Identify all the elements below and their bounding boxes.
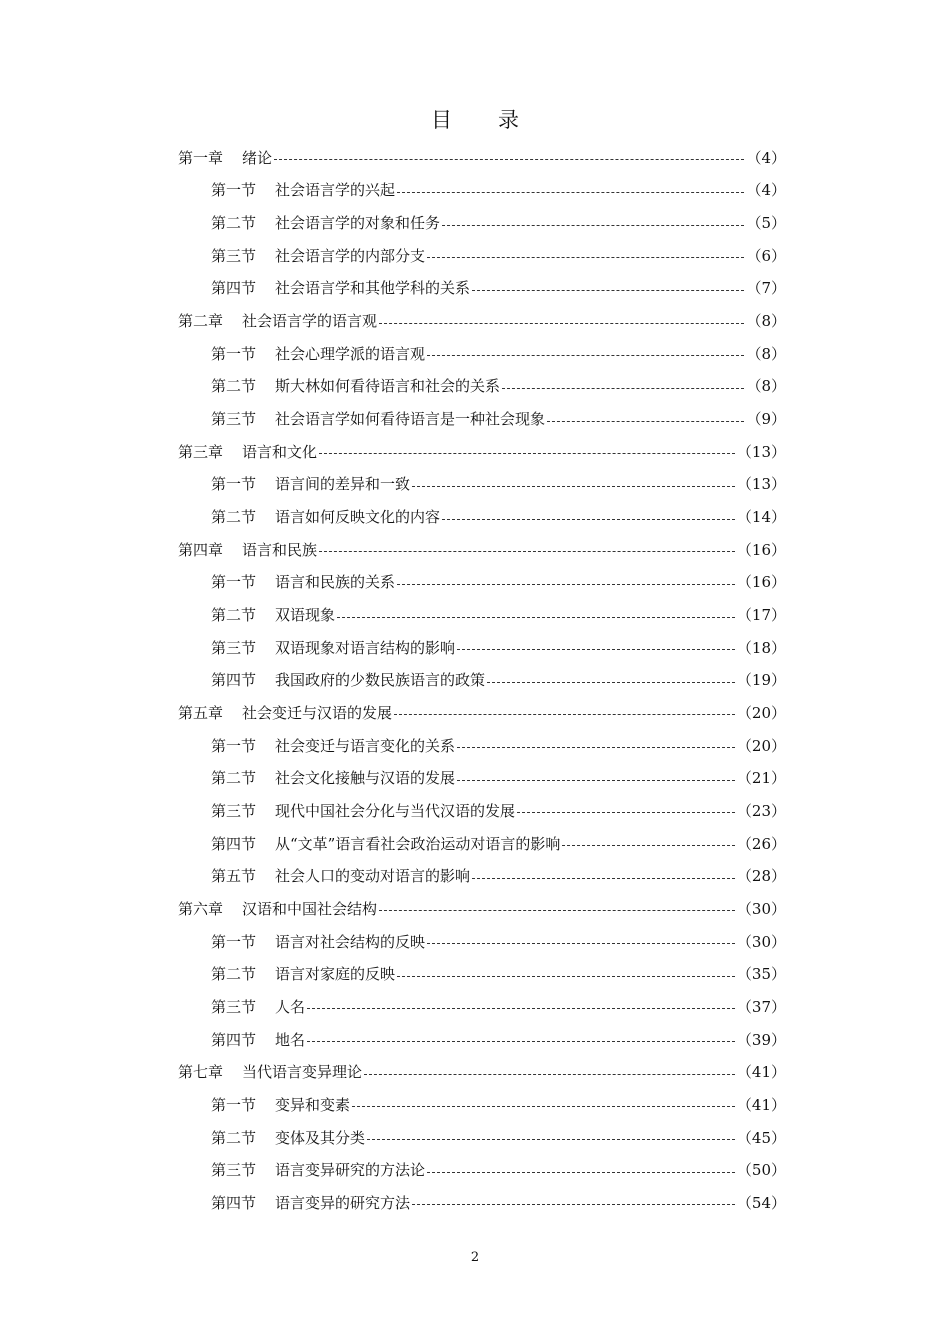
toc-entry-label — [211, 1159, 425, 1180]
dotted-leader — [379, 909, 735, 911]
page-reference: （4） — [746, 181, 786, 200]
dotted-leader — [457, 648, 735, 650]
section-title: 我国政府的少数民族语言的政策 — [275, 671, 486, 690]
chapter-number: 第五章 — [178, 703, 224, 722]
section-title: 社会文化接触与汉语的发展 — [275, 769, 456, 788]
page-reference: （54） — [736, 1193, 786, 1212]
dotted-leader — [337, 616, 735, 618]
dotted-leader — [427, 1171, 735, 1173]
section-number: 第一节 — [211, 1095, 257, 1114]
section-title: 从“文革”语言看社会政治运动对语言的影响 — [275, 834, 561, 853]
section-title: 社会变迁与语言变化的关系 — [275, 736, 456, 755]
section-title: 社会语言学如何看待语言是一种社会现象 — [275, 410, 546, 429]
section-number: 第一节 — [211, 932, 257, 951]
dotted-leader — [427, 942, 735, 944]
section-number: 第三节 — [211, 801, 257, 820]
dotted-leader — [427, 354, 744, 356]
toc-chapter-entry — [178, 304, 786, 337]
section-title: 现代中国社会分化与当代汉语的发展 — [275, 801, 516, 820]
page-reference: （8） — [746, 344, 786, 363]
section-number: 第二节 — [211, 1128, 257, 1147]
section-number: 第一节 — [211, 344, 257, 363]
toc-entry-label — [178, 310, 377, 331]
dotted-leader — [307, 1007, 735, 1009]
toc-section-entry — [178, 1121, 786, 1154]
section-number: 第一节 — [211, 736, 257, 755]
section-number: 第三节 — [211, 1161, 257, 1180]
toc-entry-label — [178, 1061, 362, 1082]
dotted-leader — [274, 158, 744, 160]
dotted-leader — [412, 485, 735, 487]
dotted-leader — [502, 387, 744, 389]
section-title: 语言对社会结构的反映 — [275, 932, 426, 951]
page-reference: （19） — [736, 671, 786, 690]
toc-entry-label — [211, 1192, 410, 1213]
dotted-leader — [397, 583, 735, 585]
page-reference: （37） — [736, 997, 786, 1016]
toc-entry-label — [178, 702, 392, 723]
toc-entry-label — [178, 539, 317, 560]
toc-section-entry — [178, 402, 786, 435]
dotted-leader — [472, 877, 735, 879]
toc-entry-label — [211, 931, 425, 952]
page-reference: （41） — [736, 1095, 786, 1114]
chapter-number: 第一章 — [178, 148, 224, 167]
chapter-title: 语言和民族 — [242, 540, 318, 559]
page-reference: （26） — [736, 834, 786, 853]
section-title: 社会语言学的对象和任务 — [275, 214, 441, 233]
toc-entry-label — [211, 245, 425, 266]
toc-chapter-entry — [178, 696, 786, 729]
dotted-leader — [547, 420, 744, 422]
section-number: 第四节 — [211, 1030, 257, 1049]
page-reference: （17） — [736, 606, 786, 625]
page-reference: （5） — [746, 214, 786, 233]
chapter-title: 当代语言变异理论 — [242, 1063, 363, 1082]
page-reference: （50） — [736, 1161, 786, 1180]
toc-section-entry — [178, 1186, 786, 1219]
dotted-leader — [352, 1105, 735, 1107]
toc-entry-label — [211, 637, 455, 658]
dotted-leader — [442, 518, 735, 520]
section-number: 第一节 — [211, 475, 257, 494]
page-reference: （30） — [736, 899, 786, 918]
toc-entry-label — [211, 735, 455, 756]
dotted-leader — [319, 452, 735, 454]
page-reference: （16） — [736, 540, 786, 559]
page-reference: （7） — [746, 279, 786, 298]
toc-chapter-entry — [178, 435, 786, 468]
toc-section-entry — [178, 664, 786, 697]
dotted-leader — [487, 681, 735, 683]
section-number: 第二节 — [211, 214, 257, 233]
section-title: 语言和民族的关系 — [275, 573, 396, 592]
section-number: 第一节 — [211, 181, 257, 200]
section-number: 第四节 — [211, 671, 257, 690]
page-number: 2 — [470, 1250, 480, 1265]
page-reference: （23） — [736, 801, 786, 820]
toc-chapter-entry — [178, 141, 786, 174]
chapter-number: 第六章 — [178, 899, 224, 918]
page-reference: （45） — [736, 1128, 786, 1147]
section-number: 第二节 — [211, 965, 257, 984]
section-title: 双语现象对语言结构的影响 — [275, 638, 456, 657]
toc-chapter-entry — [178, 892, 786, 925]
toc-entry-label — [211, 669, 485, 690]
section-number: 第三节 — [211, 997, 257, 1016]
chapter-number: 第三章 — [178, 442, 224, 461]
section-title: 语言变异的研究方法 — [275, 1193, 411, 1212]
toc-entry-label — [211, 833, 560, 854]
dotted-leader — [379, 322, 744, 324]
section-number: 第三节 — [211, 410, 257, 429]
section-number: 第二节 — [211, 606, 257, 625]
toc-section-entry — [178, 337, 786, 370]
page-reference: （6） — [746, 246, 786, 265]
page-reference: （9） — [746, 410, 786, 429]
page-reference: （20） — [736, 736, 786, 755]
toc-entry-label — [211, 343, 425, 364]
toc-entry-label — [211, 1029, 305, 1050]
toc-entry-label — [178, 898, 377, 919]
toc-entry-label — [211, 571, 395, 592]
dotted-leader — [397, 975, 735, 977]
page-reference: （20） — [736, 703, 786, 722]
page-reference: （13） — [736, 475, 786, 494]
toc-section-entry — [178, 729, 786, 762]
chapter-title: 汉语和中国社会结构 — [242, 899, 378, 918]
toc-entry-label — [178, 147, 272, 168]
section-number: 第四节 — [211, 279, 257, 298]
toc-section-entry — [178, 1088, 786, 1121]
section-title: 语言如何反映文化的内容 — [275, 508, 441, 527]
chapter-number: 第七章 — [178, 1063, 224, 1082]
toc-section-entry — [178, 468, 786, 501]
toc-section-entry — [178, 990, 786, 1023]
toc-section-entry — [178, 761, 786, 794]
toc-entry-label — [211, 473, 410, 494]
chapter-title: 绪论 — [242, 148, 273, 167]
chapter-number: 第四章 — [178, 540, 224, 559]
dotted-leader — [319, 550, 735, 552]
toc-section-entry — [178, 794, 786, 827]
page-reference: （18） — [736, 638, 786, 657]
page-reference: （8） — [746, 377, 786, 396]
toc-section-entry — [178, 827, 786, 860]
toc-section-entry — [178, 957, 786, 990]
toc-entry-label — [211, 767, 455, 788]
dotted-leader — [442, 224, 744, 226]
dotted-leader — [394, 713, 735, 715]
chapter-title: 社会变迁与汉语的发展 — [242, 703, 393, 722]
toc-entry-label — [211, 1127, 365, 1148]
toc-section-entry — [178, 206, 786, 239]
toc-section-entry — [178, 239, 786, 272]
section-title: 社会语言学和其他学科的关系 — [275, 279, 471, 298]
page-reference: （35） — [736, 965, 786, 984]
section-title: 语言对家庭的反映 — [275, 965, 396, 984]
section-number: 第三节 — [211, 638, 257, 657]
toc-entry-label — [211, 604, 335, 625]
page-reference: （16） — [736, 573, 786, 592]
section-number: 第三节 — [211, 246, 257, 265]
toc-section-entry — [178, 566, 786, 599]
dotted-leader — [367, 1138, 735, 1140]
section-number: 第五节 — [211, 867, 257, 886]
toc-section-entry — [178, 370, 786, 403]
toc-section-entry — [178, 500, 786, 533]
section-number: 第二节 — [211, 377, 257, 396]
toc-entry-label — [211, 179, 395, 200]
page-reference: （30） — [736, 932, 786, 951]
toc-chapter-entry — [178, 533, 786, 566]
toc-section-entry — [178, 859, 786, 892]
toc-section-entry — [178, 1153, 786, 1186]
toc-section-entry — [178, 1023, 786, 1056]
section-title: 社会心理学派的语言观 — [275, 344, 426, 363]
toc-entry-label — [211, 506, 440, 527]
section-number: 第四节 — [211, 1193, 257, 1212]
page-reference: （21） — [736, 769, 786, 788]
section-title: 斯大林如何看待语言和社会的关系 — [275, 377, 501, 396]
toc-entry-label — [211, 375, 500, 396]
section-number: 第二节 — [211, 769, 257, 788]
page-reference: （8） — [746, 312, 786, 331]
dotted-leader — [397, 191, 744, 193]
toc-section-entry — [178, 272, 786, 305]
dotted-leader — [472, 289, 744, 291]
section-title: 变体及其分类 — [275, 1128, 366, 1147]
dotted-leader — [562, 844, 735, 846]
section-title: 语言间的差异和一致 — [275, 475, 411, 494]
page-title: 目录 — [431, 108, 565, 132]
chapter-title: 语言和文化 — [242, 442, 318, 461]
page-reference: （28） — [736, 867, 786, 886]
section-title: 社会语言学的内部分支 — [275, 246, 426, 265]
toc-section-entry — [178, 598, 786, 631]
section-number: 第二节 — [211, 508, 257, 527]
toc-chapter-entry — [178, 1055, 786, 1088]
toc-entry-label — [211, 408, 545, 429]
toc-section-entry — [178, 631, 786, 664]
section-title: 社会人口的变动对语言的影响 — [275, 867, 471, 886]
toc-entry-label — [178, 441, 317, 462]
page-reference: （13） — [736, 442, 786, 461]
dotted-leader — [517, 811, 735, 813]
dotted-leader — [412, 1203, 735, 1205]
toc-section-entry — [178, 925, 786, 958]
toc-entry-label — [211, 1094, 350, 1115]
page-reference: （41） — [736, 1063, 786, 1082]
section-title: 变异和变素 — [275, 1095, 351, 1114]
section-title: 人名 — [275, 997, 306, 1016]
toc-entry-label — [211, 996, 305, 1017]
dotted-leader — [457, 779, 735, 781]
table-of-contents — [178, 141, 786, 1219]
page-reference: （14） — [736, 508, 786, 527]
chapter-number: 第二章 — [178, 312, 224, 331]
dotted-leader — [307, 1040, 735, 1042]
section-title: 社会语言学的兴起 — [275, 181, 396, 200]
page-reference: （39） — [736, 1030, 786, 1049]
section-title: 双语现象 — [275, 606, 336, 625]
dotted-leader — [427, 256, 744, 258]
toc-entry-label — [211, 963, 395, 984]
toc-entry-label — [211, 277, 470, 298]
dotted-leader — [364, 1073, 735, 1075]
page-reference: （4） — [746, 148, 786, 167]
toc-entry-label — [211, 212, 440, 233]
dotted-leader — [457, 746, 735, 748]
toc-entry-label — [211, 800, 515, 821]
toc-section-entry — [178, 174, 786, 207]
section-number: 第四节 — [211, 834, 257, 853]
section-number: 第一节 — [211, 573, 257, 592]
toc-entry-label — [211, 865, 470, 886]
section-title: 语言变异研究的方法论 — [275, 1161, 426, 1180]
section-title: 地名 — [275, 1030, 306, 1049]
chapter-title: 社会语言学的语言观 — [242, 312, 378, 331]
